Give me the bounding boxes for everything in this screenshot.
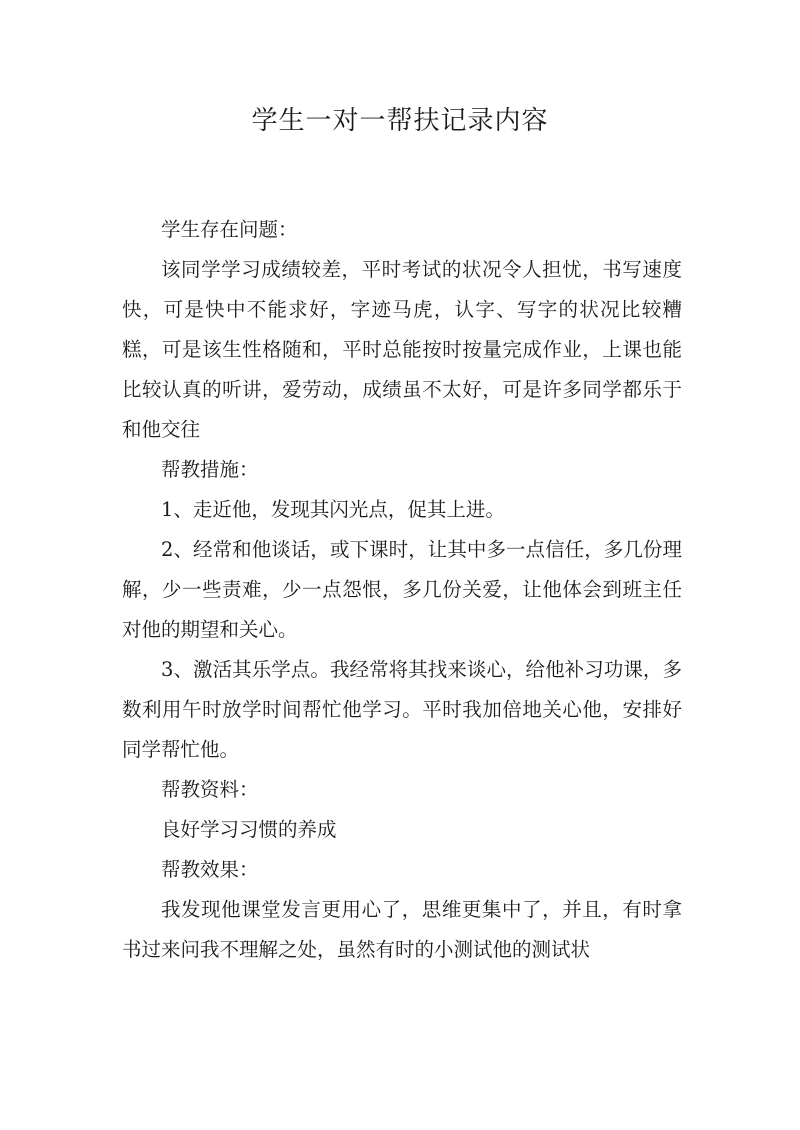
document-title: 学生一对一帮扶记录内容 — [251, 106, 549, 136]
section-heading-problems: 学生存在问题： — [161, 218, 298, 241]
measure-item-1: 1、走近他，发现其闪光点，促其上进。 — [161, 498, 505, 521]
measure-item-2: 2、经常和他谈话，或下课时，让其中多一点信任，多几份理解，少一些责难，少一点怨恨，多几份关爱，让他体会到班主任对他的期望和关心。 — [122, 538, 682, 641]
section-heading-materials: 帮教资料： — [161, 778, 259, 801]
section-heading-measures: 帮教措施： — [161, 458, 259, 481]
paragraph-problem-description: 该同学学习成绩较差，平时考试的状况令人担忧，书写速度快，可是快中不能求好，字迹马虎，认字、写字的状况比较糟糕，可是该生性格随和，平时总能按时按量完成作业，上课也能比较认真的听讲，爱劳动，成绩虽不太好，可是许多同学都乐于和他交往 — [122, 258, 682, 441]
document-body — [122, 210, 682, 970]
section-heading-effects: 帮教效果： — [161, 858, 259, 881]
paragraph-effects: 我发现他课堂发言更用心了，思维更集中了，并且，有时拿书过来问我不理解之处，虽然有时的小测试他的测试状 — [122, 898, 682, 961]
paragraph-materials: 良好学习习惯的养成 — [161, 818, 337, 841]
measure-item-3: 3、激活其乐学点。我经常将其找来谈心，给他补习功课，多数利用午时放学时间帮忙他学习。平时我加倍地关心他，安排好同学帮忙他。 — [122, 658, 682, 761]
